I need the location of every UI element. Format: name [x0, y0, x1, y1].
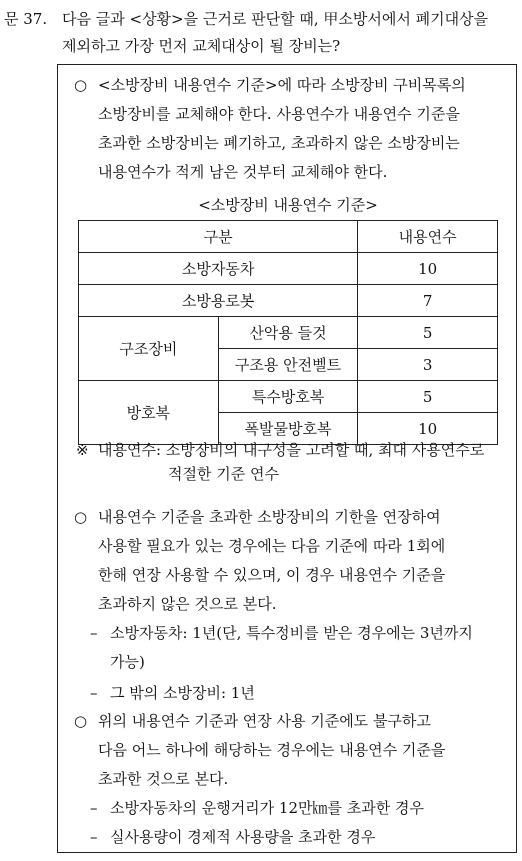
header-category: 구분 [79, 221, 358, 253]
paragraph-line: 초과한 것으로 본다. [98, 770, 229, 788]
exceeded-item-usage [90, 823, 510, 852]
table-header-row [79, 221, 498, 253]
row-years: 10 [358, 413, 498, 445]
bullet-circle: ○ [74, 76, 88, 94]
row-years: 5 [358, 317, 498, 349]
service-life-table [78, 220, 498, 445]
table-row [79, 285, 498, 317]
question-stem-line: 다음 글과 <상황>을 근거로 판단할 때, 甲소방서에서 폐기대상을 [62, 10, 489, 28]
reference-mark: ※ [76, 441, 89, 459]
group-label-suit: 방호복 [79, 381, 219, 445]
paragraph-line: 다음 어느 하나에 해당하는 경우에는 내용연수 기준을 [98, 741, 446, 759]
paragraph-line: 위의 내용연수 기준과 연장 사용 기준에도 불구하고 [98, 712, 431, 730]
row-label: 소방용로봇 [79, 285, 358, 317]
paragraph-line: 사용할 필요가 있는 경우에는 다음 기준에 따라 1회에 [98, 537, 446, 555]
table-caption: <소방장비 내용연수 기준> [198, 196, 378, 214]
dash-marker: – [90, 684, 98, 702]
bullet-circle: ○ [74, 508, 88, 526]
row-years: 5 [358, 381, 498, 413]
footnote-line: 적절한 기준 연수 [168, 465, 279, 483]
row-label: 구조용 안전벨트 [218, 349, 358, 381]
paragraph-line: 초과하지 않은 것으로 본다. [98, 595, 277, 613]
question-stem-line: 제외하고 가장 먼저 교체대상이 될 장비는? [62, 37, 341, 55]
paragraph-exceeded-rule [74, 707, 504, 794]
row-label: 산악용 들것 [218, 317, 358, 349]
footnote-line: 내용연수: 소방장비의 내구성을 고려할 때, 최대 사용연수로 [98, 441, 485, 459]
question-stem [62, 6, 518, 60]
row-years: 7 [358, 285, 498, 317]
paragraph-line: 한해 연장 사용할 수 있으며, 이 경우 내용연수 기준을 [98, 566, 446, 584]
row-years: 10 [358, 253, 498, 285]
paragraph-line: 소방장비를 교체해야 한다. 사용연수가 내용연수 기준을 [98, 105, 460, 123]
dash-marker: – [90, 624, 98, 642]
item-text: 소방자동차: 1년(단, 특수정비를 받은 경우에는 3년까지 [110, 624, 473, 642]
dash-marker: – [90, 799, 98, 817]
header-years: 내용연수 [358, 221, 498, 253]
row-label: 소방자동차 [79, 253, 358, 285]
row-years: 3 [358, 349, 498, 381]
paragraph-line: <소방장비 내용연수 기준>에 따라 소방장비 구비목록의 [98, 76, 466, 94]
paragraph-line: 내용연수 기준을 초과한 소방장비의 기한을 연장하여 [98, 508, 441, 526]
extension-item-vehicle-cont: 가능) [110, 653, 145, 671]
bullet-circle: ○ [74, 712, 88, 730]
row-label: 특수방호복 [218, 381, 358, 413]
dash-marker: – [90, 828, 98, 846]
passage-box [57, 64, 517, 853]
table-footnote [76, 438, 506, 486]
table-row [79, 317, 498, 349]
item-text: 소방자동차의 운행거리가 12만㎞를 초과한 경우 [110, 799, 424, 817]
paragraph-line: 초과한 소방장비는 폐기하고, 초과하지 않은 소방장비는 [98, 134, 460, 152]
item-text: 실사용량이 경제적 사용량을 초과한 경우 [110, 828, 376, 846]
group-label-rescue: 구조장비 [79, 317, 219, 381]
extension-item-vehicle [90, 619, 510, 648]
question-number: 문 37. [4, 10, 48, 28]
exceeded-item-mileage [90, 794, 510, 823]
table-row [79, 253, 498, 285]
paragraph-line: 내용연수가 적게 남은 것부터 교체해야 한다. [98, 163, 388, 181]
item-text: 그 밖의 소방장비: 1년 [110, 684, 255, 702]
extension-item-other [90, 679, 510, 708]
row-label: 폭발물방호복 [218, 413, 358, 445]
paragraph-extension-rule [74, 503, 504, 619]
paragraph-replacement-rule [74, 71, 504, 187]
table-row [79, 381, 498, 413]
